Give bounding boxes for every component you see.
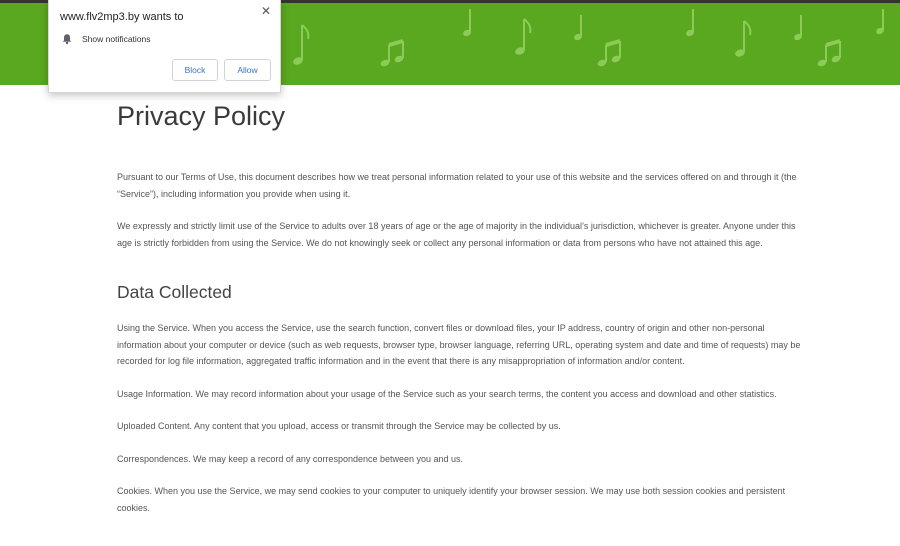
music-note-icon [793, 15, 803, 41]
allow-button[interactable]: Allow [224, 59, 271, 81]
policy-content [117, 85, 807, 516]
music-note-icon [573, 15, 583, 41]
music-note-icon [734, 21, 750, 58]
music-note-icon [292, 25, 308, 66]
block-button[interactable]: Block [172, 59, 218, 81]
paragraph-uploaded-content: Uploaded Content. Any content that you upload, access or transmit through the Service may be collected by us. [117, 421, 561, 431]
paragraph-usage-information: Usage Information. We may record information about your usage of the Service such as your search terms, the content you access and download and other statistics. [117, 388, 777, 399]
music-note-icon [685, 9, 695, 37]
paragraph-correspondences: Correspondences. We may keep a record of any correspondence between you and us. [117, 453, 464, 464]
popup-title: www.flv2mp3.by wants to [60, 11, 184, 23]
intro-paragraph-2: We expressly and strictly limit use of the Service to adults over 18 years of age or the age of majority in the individual’s jurisdiction, whichever is greater. Anyone under this age is strictly forbidden from using the Service. We do not knowingly seek or collect any personal information or data from persons who have not attained this age. [117, 221, 796, 248]
bell-icon [61, 33, 73, 45]
music-note-icon [462, 9, 472, 37]
notification-permission-popup [48, 0, 281, 93]
intro-paragraph-1: Pursuant to our Terms of Use, this document describes how we treat personal information related to your use of this website and the services offered on and through it (the “Service”), including information you provide when using it. [117, 172, 797, 199]
page-title: Privacy Policy [117, 101, 286, 131]
close-icon[interactable]: ✕ [260, 4, 272, 18]
music-note-icon [380, 41, 405, 67]
section-title-data-collected: Data Collected [117, 282, 232, 302]
music-note-icon [875, 9, 885, 35]
paragraph-using-service: Using the Service. When you access the Service, use the search function, convert files or download files, your IP address, country of origin and other non-personal information about your computer or device (such as web requests, browser type, browser language, referring URL, operating system and date and time of requests) may be recorded for log file information, aggregated traffic information and in the event that there is any misappropriation of information and/or content. [117, 323, 801, 366]
music-note-icon [597, 41, 622, 67]
permission-row [61, 33, 151, 45]
music-note-icon [514, 19, 530, 56]
music-note-icon [817, 41, 842, 67]
permission-label: Show notifications [82, 34, 151, 44]
paragraph-cookies: Cookies. When you use the Service, we may send cookies to your computer to uniquely identify your browser session. We may use both session cookies and persistent cookies. [117, 486, 786, 513]
